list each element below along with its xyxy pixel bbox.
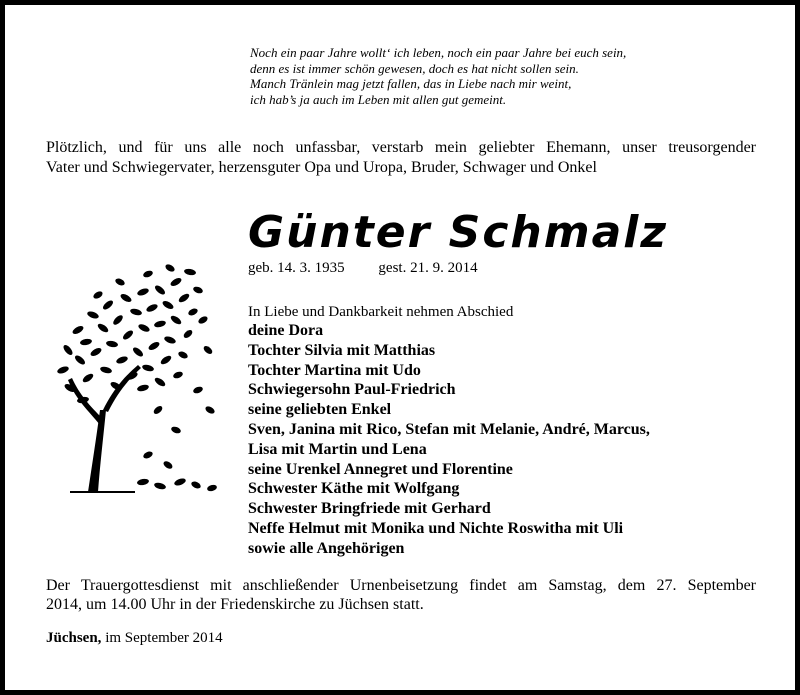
mourner-line: Tochter Silvia mit Matthias <box>248 341 436 359</box>
mourner-line: Schwester Käthe mit Wolfgang <box>248 480 460 498</box>
service-line: Der Trauergottesdienst mit anschließender Urnenbeisetzung findet am Samstag, dem 27. September <box>46 577 756 594</box>
mourner-line: deine Dora <box>248 322 324 339</box>
birth-date: geb. 14. 3. 1935 <box>248 260 345 276</box>
farewell-text: In Liebe und Dankbarkeit nehmen Abschied <box>248 304 514 320</box>
intro-line: Plötzlich, und für uns alle noch unfassbar, verstarb mein geliebter Ehemann, unser treusorgender <box>46 139 756 156</box>
mourner-line: Schwiegersohn Paul-Friedrich <box>248 381 456 399</box>
mourner-line: seine geliebten Enkel <box>248 401 392 419</box>
tree-icon <box>48 260 218 500</box>
place-date <box>46 630 223 647</box>
deceased-name: Günter Schmalz <box>248 207 668 258</box>
mourner-line: seine Urenkel Annegret und Florentine <box>248 460 513 478</box>
death-date: gest. 21. 9. 2014 <box>378 260 478 276</box>
poem <box>250 45 626 107</box>
intro-line: Vater und Schwiegervater, herzensguter Opa und Uropa, Bruder, Schwager und Onkel <box>46 159 597 176</box>
mourner-line: sowie alle Angehörigen <box>248 539 405 557</box>
mourner-line: Sven, Janina mit Rico, Stefan mit Melanie, André, Marcus, <box>248 420 650 438</box>
poem-line: ich hab’s ja auch im Leben mit allen gut gemeint. <box>250 91 507 107</box>
mourners-list <box>248 321 650 559</box>
place-month: im September 2014 <box>105 630 223 646</box>
poem-line: Manch Tränlein mag jetzt fallen, das in Liebe nach mir weint, <box>250 76 572 91</box>
poem-line: denn es ist immer schön gewesen, doch es hat nicht sollen sein. <box>250 60 579 76</box>
place-town: Jüchsen, <box>46 630 102 646</box>
mourner-line: Tochter Martina mit Udo <box>248 361 421 379</box>
service-info <box>46 576 756 614</box>
life-dates <box>248 260 478 277</box>
mourner-line: Neffe Helmut mit Monika und Nichte Roswitha mit Uli <box>248 519 624 537</box>
mourner-line: Lisa mit Martin und Lena <box>248 440 427 458</box>
service-line: 2014, um 14.00 Uhr in der Friedenskirche zu Jüchsen statt. <box>46 596 424 613</box>
poem-line: Noch ein paar Jahre wollt‘ ich leben, noch ein paar Jahre bei euch sein, <box>250 45 627 60</box>
intro-text <box>46 138 756 178</box>
mourner-line: Schwester Bringfriede mit Gerhard <box>248 500 491 518</box>
